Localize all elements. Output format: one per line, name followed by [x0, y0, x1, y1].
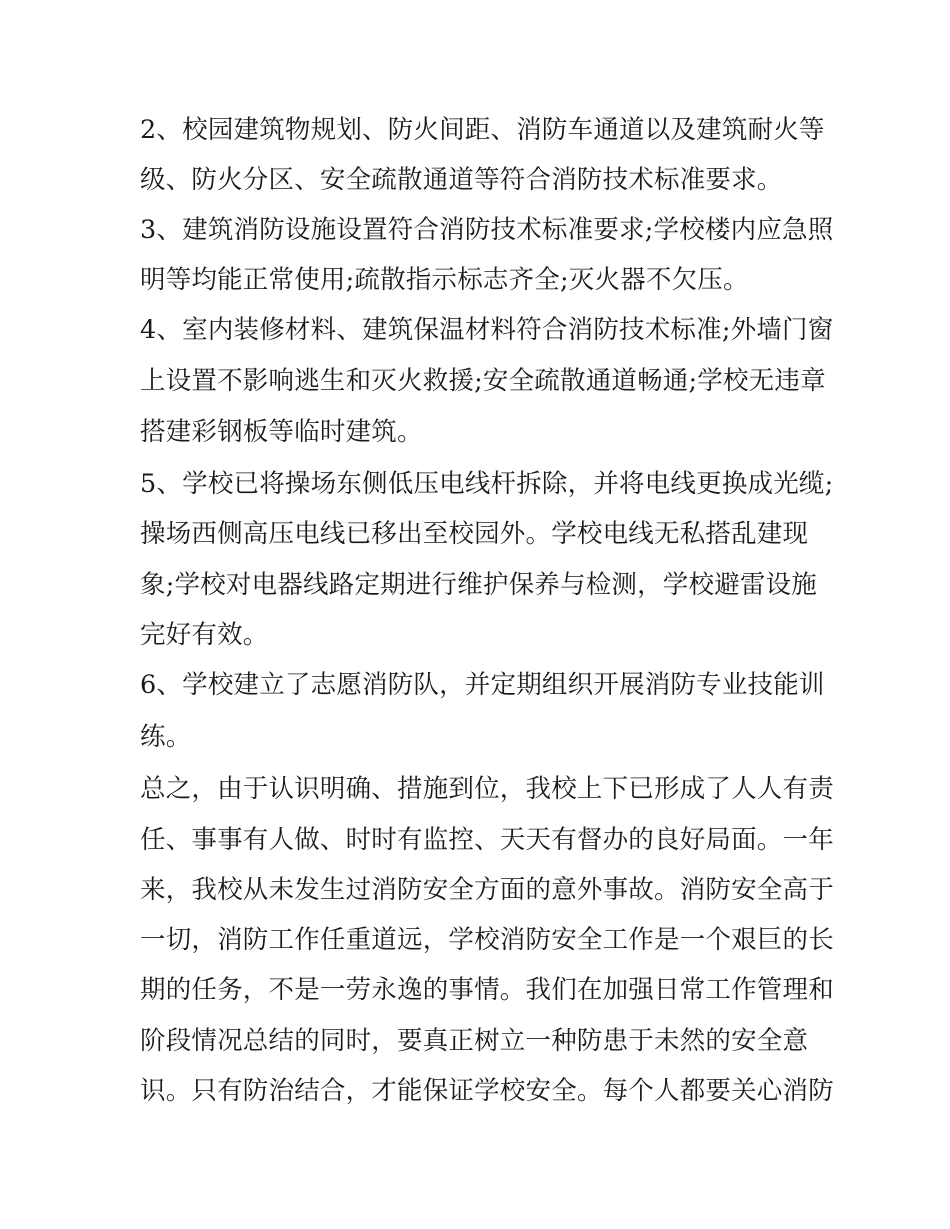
text-line: 4、室内装修材料、建筑保温材料符合消防技术标准;外墙门窗	[140, 315, 834, 345]
text-line: 总之，由于认识明确、措施到位，我校上下已形成了人人有责	[140, 774, 834, 804]
text-line: 级、防火分区、安全疏散通道等符合消防技术标准要求。	[140, 165, 783, 195]
text-line: 操场西侧高压电线已移出至校园外。学校电线无私搭乱建现	[140, 519, 809, 549]
text-line: 上设置不影响逃生和灭火救援;安全疏散通道畅通;学校无违章	[140, 366, 826, 396]
text-line: 阶段情况总结的同时，要真正树立一种防患于未然的安全意	[140, 1026, 809, 1056]
text-line: 来，我校从未发生过消防安全方面的意外事故。消防安全高于	[140, 875, 834, 905]
text-line: 识。只有防治结合，才能保证学校安全。每个人都要关心消防	[140, 1076, 834, 1106]
text-line: 期的任务，不是一劳永逸的事情。我们在加强日常工作管理和	[140, 975, 834, 1005]
text-line: 搭建彩钢板等临时建筑。	[140, 417, 423, 447]
text-line: 象;学校对电器线路定期进行维护保养与检测，学校避雷设施	[140, 570, 817, 600]
text-line: 2、校园建筑物规划、防火间距、消防车通道以及建筑耐火等	[140, 115, 825, 145]
text-line: 练。	[140, 722, 192, 752]
text-line: 5、学校已将操场东侧低压电线杆拆除，并将电线更换成光缆;	[140, 469, 834, 499]
text-line: 一切，消防工作任重道远，学校消防安全工作是一个艰巨的长	[140, 925, 834, 955]
text-line: 6、学校建立了志愿消防队，并定期组织开展消防专业技能训	[140, 670, 825, 700]
text-line: 任、事事有人做、时时有监控、天天有督办的良好局面。一年	[140, 825, 834, 855]
text-line: 明等均能正常使用;疏散指示标志齐全;灭火器不欠压。	[140, 265, 749, 295]
text-line: 完好有效。	[140, 620, 269, 650]
text-line: 3、建筑消防设施设置符合消防技术标准要求;学校楼内应急照	[140, 215, 834, 245]
